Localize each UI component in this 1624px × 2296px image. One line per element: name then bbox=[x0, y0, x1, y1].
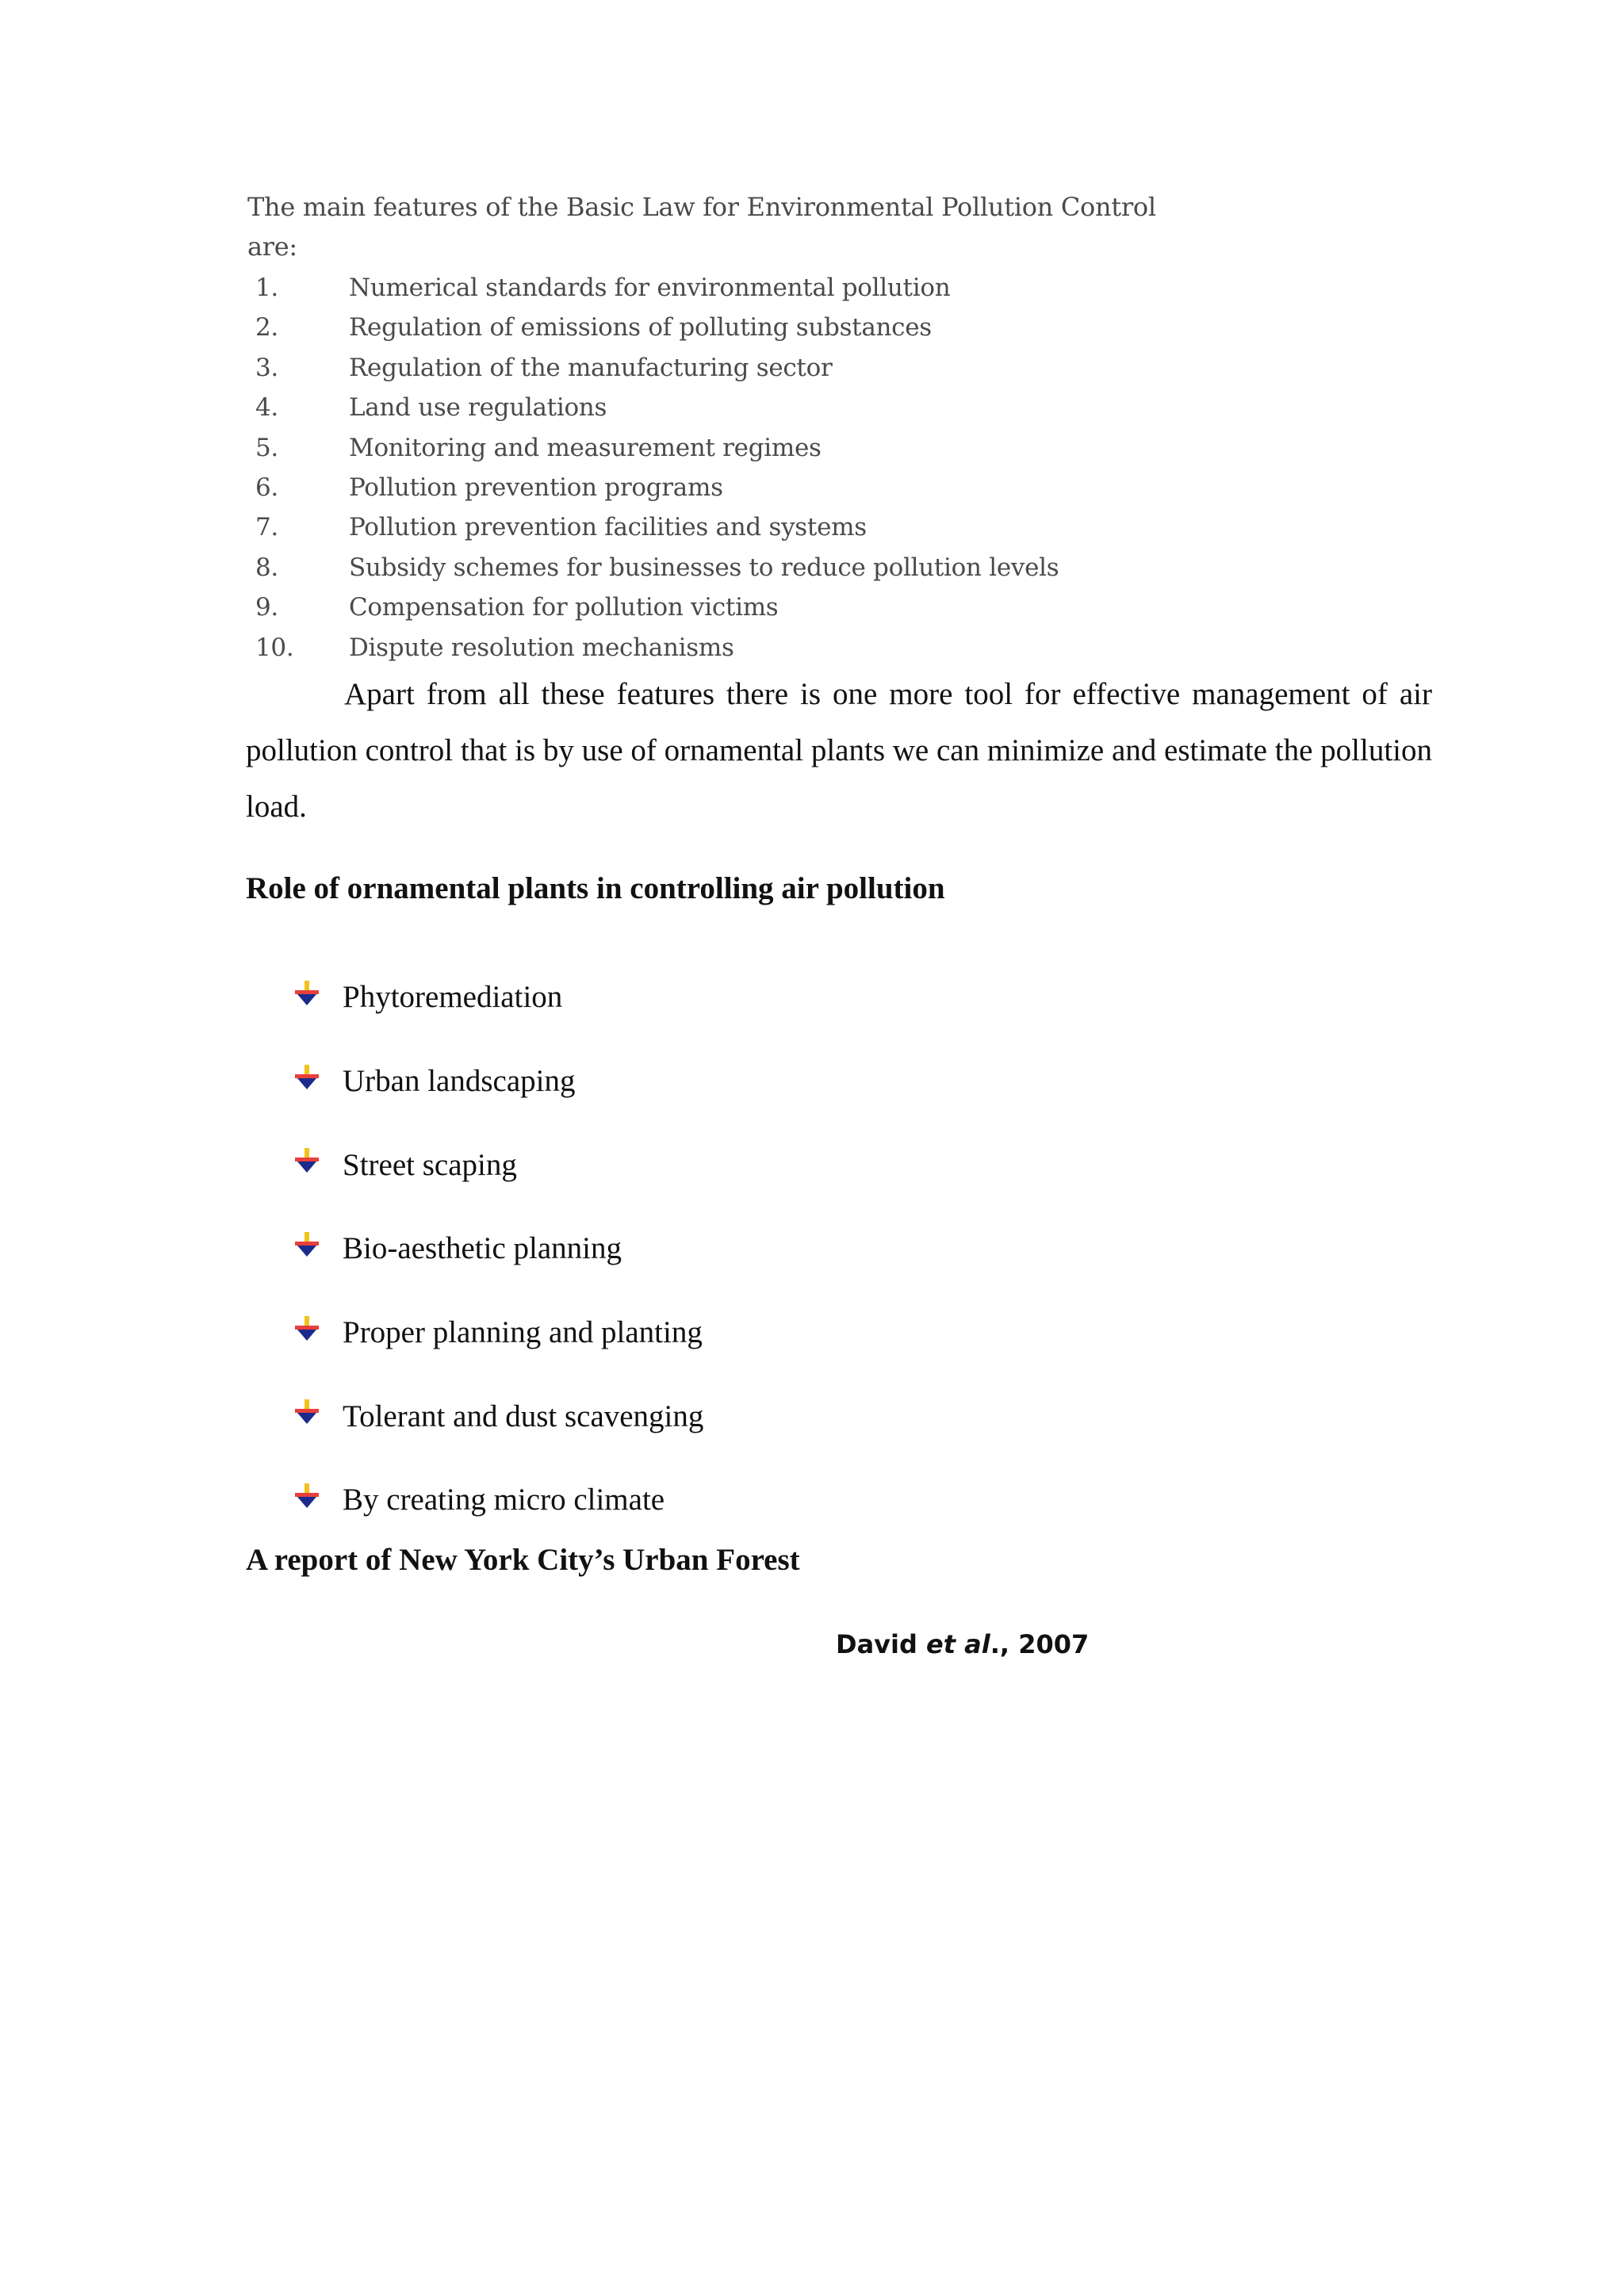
item-number: 10. bbox=[255, 633, 294, 662]
list-item bbox=[247, 268, 1199, 308]
bullet-text: Proper planning and planting bbox=[343, 1315, 703, 1350]
item-text: Regulation of emissions of polluting substances bbox=[349, 313, 932, 342]
item-number: 7. bbox=[255, 513, 278, 542]
list-item bbox=[293, 955, 703, 1039]
bullet-text: Tolerant and dust scavenging bbox=[343, 1399, 704, 1433]
item-text: Pollution prevention facilities and systems bbox=[349, 513, 867, 542]
list-item bbox=[293, 1039, 703, 1123]
list-item bbox=[247, 507, 1199, 547]
bullet-text: Bio-aesthetic planning bbox=[343, 1231, 622, 1266]
body-paragraph: Apart from all these features there is one more tool for effective management of air pollution control that is by use of ornamental plants we can minimize and estimate the pollution load. bbox=[246, 677, 1432, 824]
item-text: Land use regulations bbox=[349, 393, 607, 423]
bullet-text: By creating micro climate bbox=[343, 1483, 665, 1517]
item-text: Regulation of the manufacturing sector bbox=[349, 353, 833, 382]
list-item bbox=[293, 1207, 703, 1291]
item-number: 6. bbox=[255, 473, 278, 503]
list-item bbox=[293, 1291, 703, 1375]
item-text: Pollution prevention programs bbox=[349, 473, 723, 503]
arrow-down-icon bbox=[293, 1398, 320, 1425]
item-number: 3. bbox=[255, 353, 278, 382]
bullet-text: Street scaping bbox=[343, 1147, 517, 1182]
list-item bbox=[293, 1123, 703, 1207]
arrow-down-icon bbox=[293, 1230, 320, 1257]
item-text: Dispute resolution mechanisms bbox=[349, 633, 734, 662]
list-item bbox=[293, 1374, 703, 1458]
citation-year: ., 2007 bbox=[990, 1629, 1090, 1659]
list-item bbox=[247, 587, 1199, 627]
item-text: Monitoring and measurement regimes bbox=[349, 433, 822, 462]
item-number: 9. bbox=[255, 593, 278, 622]
list-item bbox=[247, 428, 1199, 468]
item-number: 5. bbox=[255, 433, 278, 462]
arrow-down-icon bbox=[293, 1482, 320, 1509]
arrow-down-icon bbox=[293, 1314, 320, 1341]
list-item bbox=[293, 1458, 703, 1542]
arrow-down-icon bbox=[293, 979, 320, 1006]
item-number: 8. bbox=[255, 553, 278, 582]
citation-etal: et al bbox=[926, 1629, 990, 1659]
item-text: Compensation for pollution victims bbox=[349, 593, 779, 622]
list-item bbox=[247, 628, 1199, 668]
list-item bbox=[247, 308, 1199, 347]
arrow-down-icon bbox=[293, 1063, 320, 1090]
citation-author: David bbox=[836, 1629, 927, 1659]
item-text: Numerical standards for environmental pollution bbox=[349, 274, 951, 302]
item-number: 2. bbox=[255, 313, 278, 342]
citation bbox=[836, 1629, 1089, 1659]
list-item bbox=[247, 468, 1199, 507]
list-item bbox=[247, 548, 1199, 587]
role-heading: Role of ornamental plants in controlling air pollution bbox=[246, 871, 945, 905]
features-intro: The main features of the Basic Law for Environmental Pollution Control are: bbox=[247, 192, 1156, 262]
bullet-text: Urban landscaping bbox=[343, 1064, 576, 1099]
list-item bbox=[247, 348, 1199, 388]
bullet-text: Phytoremediation bbox=[343, 980, 563, 1015]
item-number: 4. bbox=[255, 393, 278, 423]
report-heading: A report of New York City’s Urban Forest bbox=[246, 1543, 800, 1577]
item-number: 1. bbox=[255, 274, 278, 302]
arrow-down-icon bbox=[293, 1146, 320, 1173]
item-text: Subsidy schemes for businesses to reduce pollution levels bbox=[349, 553, 1059, 582]
list-item bbox=[247, 388, 1199, 427]
role-bullet-list bbox=[293, 955, 703, 1542]
features-list bbox=[247, 268, 1199, 668]
features-block bbox=[247, 187, 1199, 668]
